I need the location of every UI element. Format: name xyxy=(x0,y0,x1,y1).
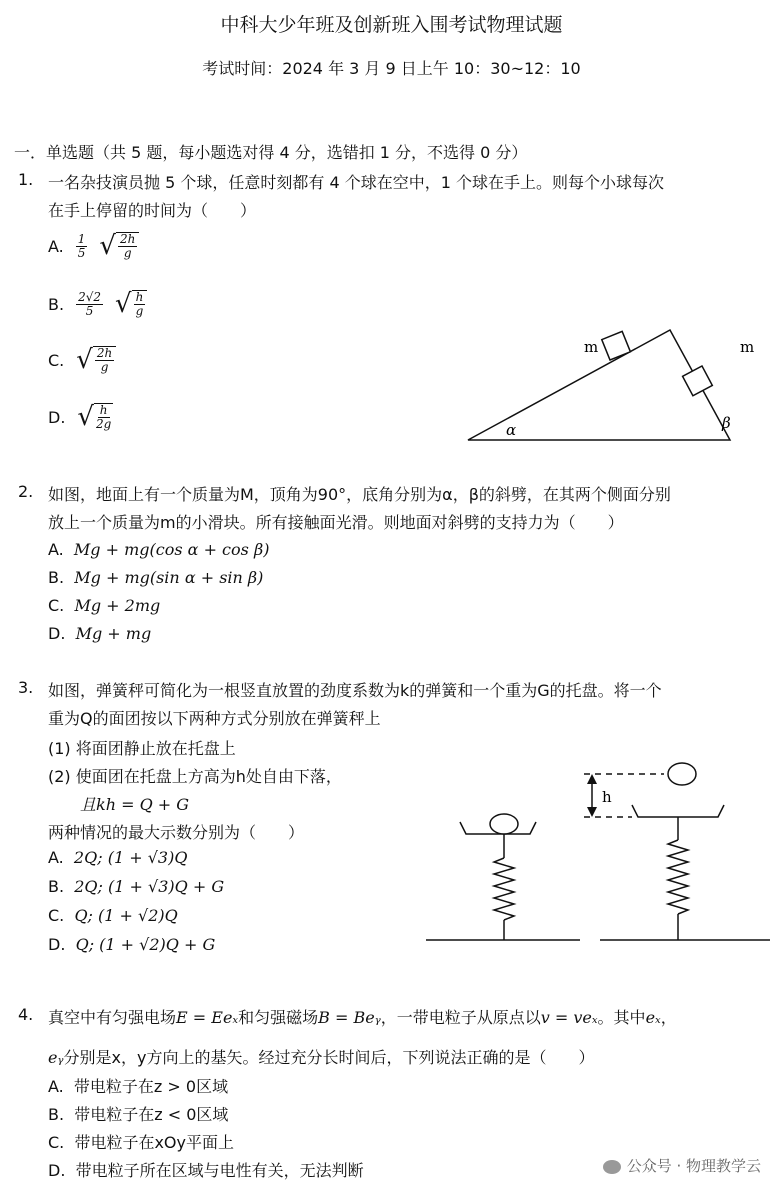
exam-time: 考试时间：2024 年 3 月 9 日上午 10：30~12：10 xyxy=(202,59,581,78)
q4-option-c[interactable]: C. 带电粒子在xOy平面上 xyxy=(48,1133,234,1152)
q4-option-a[interactable]: A. 带电粒子在z > 0区域 xyxy=(48,1077,229,1096)
q4-option-d[interactable]: D. 带电粒子所在区域与电性有关，无法判断 xyxy=(48,1161,364,1180)
mass-right-label: m xyxy=(740,338,755,356)
page-title: 中科大少年班及创新班入围考试物理试题 xyxy=(220,14,563,36)
q3-option-a[interactable]: A. 2Q; (1 + √3)Q xyxy=(48,848,188,867)
q3-item2: (2) 使面团在托盘上方高为h处自由下落， xyxy=(48,767,342,786)
q3-text-line1: 如图，弹簧秤可简化为一根竖直放置的劲度系数为k的弹簧和一个重为G的托盘。将一个 xyxy=(48,681,662,700)
q3-item1: (1) 将面团静止放在托盘上 xyxy=(48,739,236,758)
q4-number: 4. xyxy=(18,1005,34,1024)
q2-option-b[interactable]: B. Mg + mg(sin α + sin β) xyxy=(48,568,264,587)
q3-item2b: 且kh = Q + G xyxy=(80,795,190,814)
sqrt-expression: √ $\frac{2h}{g}$ xyxy=(99,232,139,260)
q3-option-d[interactable]: D. Q; (1 + √2)Q + G xyxy=(48,935,216,954)
coef-fraction: $\frac{2√2}{5}$ xyxy=(78,289,101,318)
option-label: B. xyxy=(48,294,65,314)
q2-option-d[interactable]: D. Mg + mg xyxy=(48,624,152,643)
q1-option-c[interactable] xyxy=(48,346,116,374)
section-heading: 一．单选题（共 5 题，每小题选对得 4 分，选错扣 1 分，不选得 0 分） xyxy=(14,143,528,162)
q1-text-line1: 一名杂技演员抛 5 个球，任意时刻都有 4 个球在空中，1 个球在手上。则每个小球每次 xyxy=(48,173,664,192)
wedge-figure xyxy=(460,320,780,450)
mass-left-label: m xyxy=(584,338,599,356)
angle-alpha-label: α xyxy=(506,421,517,439)
q3-ask: 两种情况的最大示数分别为（ ） xyxy=(48,823,305,842)
q3-text-line2: 重为Q的面团按以下两种方式分别放在弹簧秤上 xyxy=(48,709,381,728)
watermark: 公众号 · 物理教学云 xyxy=(603,1155,761,1176)
q4-text-line1: 真空中有匀强电场E = Eeₓ和匀强磁场B = Beᵧ，一带电粒子从原点以v = veₓ。其中eₓ， xyxy=(48,1008,677,1027)
option-label: D. xyxy=(48,407,66,427)
q4-option-b[interactable]: B. 带电粒子在z < 0区域 xyxy=(48,1105,229,1124)
q2-number: 2. xyxy=(18,482,34,501)
q1-option-b[interactable] xyxy=(48,290,147,318)
q1-number: 1. xyxy=(18,170,34,189)
spring-scale-figure xyxy=(420,760,780,950)
wechat-icon xyxy=(603,1160,621,1174)
coef-fraction: $\frac{1}{5}$ xyxy=(77,231,86,260)
q3-option-b[interactable]: B. 2Q; (1 + √3)Q + G xyxy=(48,877,225,896)
option-label: A. xyxy=(48,236,64,256)
q1-option-a[interactable] xyxy=(48,232,139,260)
angle-beta-label: β xyxy=(722,414,731,432)
height-label: h xyxy=(602,788,612,806)
q1-text-line2: 在手上停留的时间为（ ） xyxy=(48,201,257,220)
option-label: C. xyxy=(48,350,65,370)
q2-option-c[interactable]: C. Mg + 2mg xyxy=(48,596,161,615)
q1-option-d[interactable] xyxy=(48,403,113,431)
sqrt-expression: √ $\frac{h}{2g}$ xyxy=(77,402,112,433)
q2-text-line2: 放上一个质量为m的小滑块。所有接触面光滑。则地面对斜劈的支持力为（ ） xyxy=(48,513,624,532)
q4-text-line2: eᵧ分别是x，y方向上的基矢。经过充分长时间后，下列说法正确的是（ ） xyxy=(48,1048,595,1067)
q2-text-line1: 如图，地面上有一个质量为M，顶角为90°，底角分别为α，β的斜劈，在其两个侧面分别 xyxy=(48,485,671,504)
sqrt-expression: √ $\frac{2h}{g}$ xyxy=(76,346,116,374)
q3-number: 3. xyxy=(18,678,34,697)
q3-option-c[interactable]: C. Q; (1 + √2)Q xyxy=(48,906,178,925)
sqrt-expression: √ $\frac{h}{g}$ xyxy=(115,290,147,318)
q2-option-a[interactable]: A. Mg + mg(cos α + cos β) xyxy=(48,540,270,559)
